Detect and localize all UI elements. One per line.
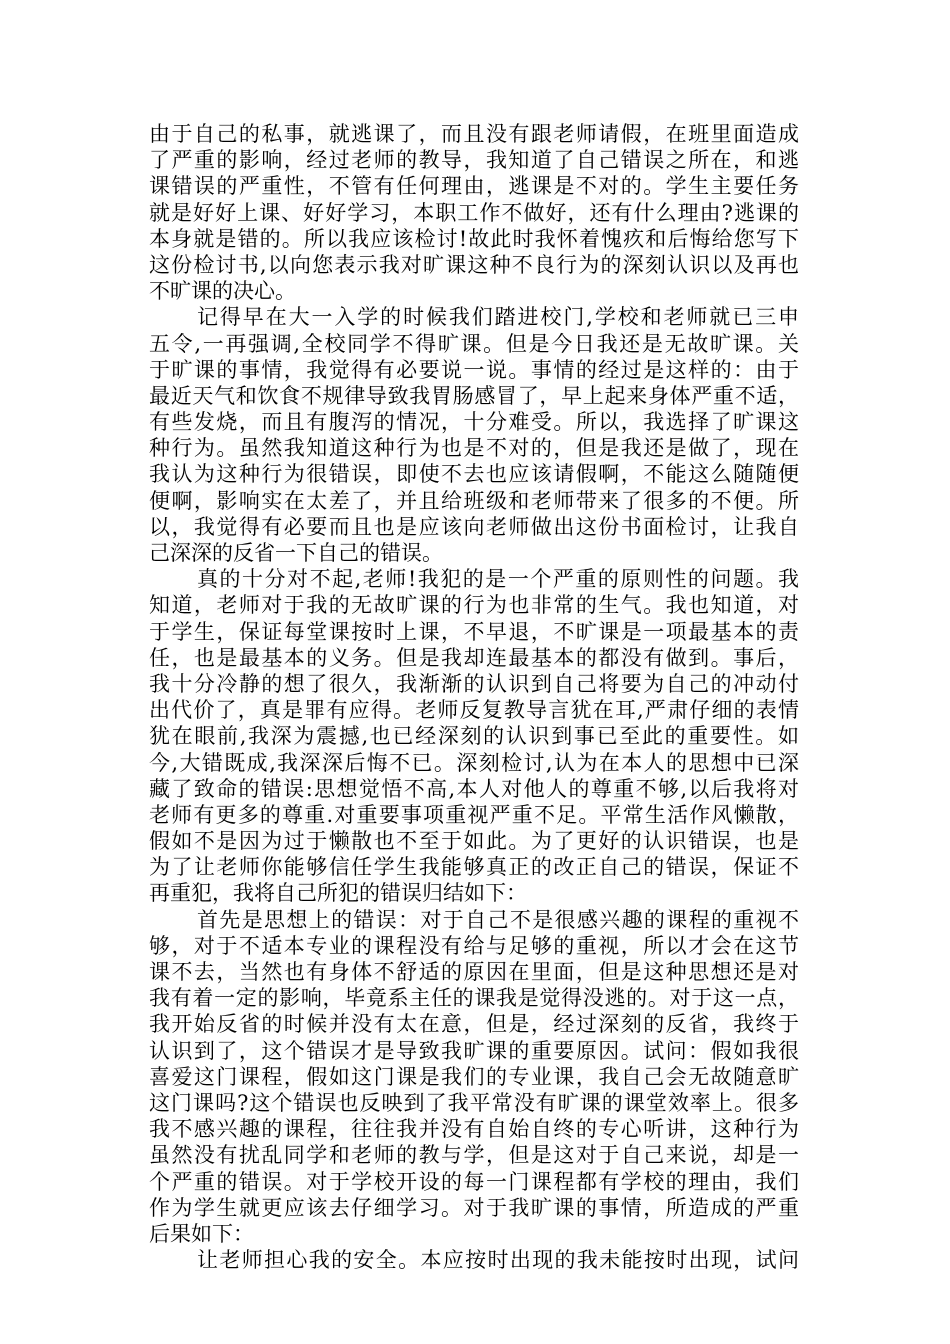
text-line: 后果如下： — [149, 1221, 254, 1246]
text-line: 我十分冷静的想了很久，我渐渐的认识到自己将要为自己的冲动付 — [149, 671, 799, 696]
text-line: 于旷课的事情，我觉得有必要说一说。事情的经过是这样的：由于 — [149, 357, 799, 382]
text-line: 再重犯，我将自己所犯的错误归结如下： — [149, 881, 527, 906]
text-line: 让老师担心我的安全。本应按时出现的我未能按时出现，试问 — [197, 1248, 799, 1273]
text-line: 首先是思想上的错误：对于自己不是很感兴趣的课程的重视不 — [197, 907, 799, 932]
text-line: 老师有更多的尊重.对重要事项重视严重不足。平常生活作风懒散， — [149, 802, 799, 827]
text-line: 出代价了，真是罪有应得。老师反复教导言犹在耳,严肃仔细的表情 — [149, 698, 799, 723]
text-line: 最近天气和饮食不规律导致我胃肠感冒了，早上起来身体严重不适， — [149, 383, 799, 408]
text-line: 我有着一定的影响，毕竟系主任的课我是觉得没逃的。对于这一点， — [149, 986, 799, 1011]
text-line: 这门课吗?这个错误也反映到了我平常没有旷课的课堂效率上。很多 — [149, 1090, 799, 1115]
text-line: 便啊，影响实在太差了，并且给班级和老师带来了很多的不便。所 — [149, 488, 799, 513]
text-line: 这份检讨书,以向您表示我对旷课这种不良行为的深刻认识以及再也 — [149, 252, 799, 277]
text-line: 我不感兴趣的课程，往往我并没有自始自终的专心听讲，这种行为 — [149, 1117, 799, 1142]
text-line: 己深深的反省一下自己的错误。 — [149, 541, 443, 565]
text-line: 由于自己的私事，就逃课了，而且没有跟老师请假，在班里面造成 — [149, 122, 799, 146]
text-line: 任，也是最基本的义务。但是我却连最基本的都没有做到。事后， — [149, 645, 799, 670]
text-line: 犹在眼前,我深为震撼,也已经深刻的认识到事已至此的重要性。如 — [149, 724, 799, 749]
document-body — [149, 121, 799, 1273]
text-line: 本身就是错的。所以我应该检讨!故此时我怀着愧疚和后悔给您写下 — [149, 226, 799, 251]
text-line: 个严重的错误。对于学校开设的每一门课程都有学校的理由，我们 — [149, 1169, 799, 1194]
text-line: 虽然没有扰乱同学和老师的教与学，但是这对于自己来说，却是一 — [149, 1143, 799, 1168]
text-line: 喜爱这门课程，假如这门课是我们的专业课，我自己会无故随意旷 — [149, 1064, 799, 1089]
text-line: 课错误的严重性，不管有任何理由，逃课是不对的。学生主要任务 — [149, 174, 799, 199]
text-line: 有些发烧，而且有腹泻的情况，十分难受。所以，我选择了旷课这 — [149, 410, 799, 435]
text-line: 真的十分对不起,老师!我犯的是一个严重的原则性的问题。我 — [197, 567, 799, 592]
text-line: 课不去，当然也有身体不舒适的原因在里面，但是这种思想还是对 — [149, 960, 799, 984]
text-line: 我认为这种行为很错误，即使不去也应该请假啊，不能这么随随便 — [149, 462, 799, 487]
text-line: 认识到了，这个错误才是导致我旷课的重要原因。试问：假如我很 — [149, 1038, 799, 1063]
text-line: 知道，老师对于我的无故旷课的行为也非常的生气。我也知道，对 — [149, 593, 799, 618]
text-line: 记得早在大一入学的时候我们踏进校门,学校和老师就已三申 — [197, 305, 799, 330]
text-line: 五令,一再强调,全校同学不得旷课。但是今日我还是无故旷课。关 — [149, 331, 799, 356]
text-line: 就是好好上课、好好学习，本职工作不做好，还有什么理由?逃课的 — [149, 200, 799, 225]
text-line: 今,大错既成,我深深后悔不已。深刻检讨,认为在本人的思想中已深 — [149, 750, 799, 775]
text-line: 了严重的影响，经过老师的教导，我知道了自己错误之所在，和逃 — [149, 148, 799, 173]
text-line: 于学生，保证每堂课按时上课，不早退，不旷课是一项最基本的责 — [149, 619, 799, 644]
text-line: 我开始反省的时候并没有太在意，但是，经过深刻的反省，我终于 — [149, 1012, 799, 1037]
text-line: 够，对于不适本专业的课程没有给与足够的重视，所以才会在这节 — [149, 933, 799, 958]
text-line: 作为学生就更应该去仔细学习。对于我旷课的事情，所造成的严重 — [149, 1195, 799, 1220]
text-line: 藏了致命的错误:思想觉悟不高,本人对他人的尊重不够,以后我将对 — [149, 776, 799, 801]
text-line: 假如不是因为过于懒散也不至于如此。为了更好的认识错误，也是 — [149, 829, 799, 854]
text-line: 以，我觉得有必要而且也是应该向老师做出这份书面检讨，让我自 — [149, 514, 799, 539]
text-line: 不旷课的决心。 — [149, 279, 296, 304]
text-line: 为了让老师你能够信任学生我能够真正的改正自己的错误，保证不 — [149, 855, 799, 880]
text-line: 种行为。虽然我知道这种行为也是不对的，但是我还是做了，现在 — [149, 436, 799, 461]
